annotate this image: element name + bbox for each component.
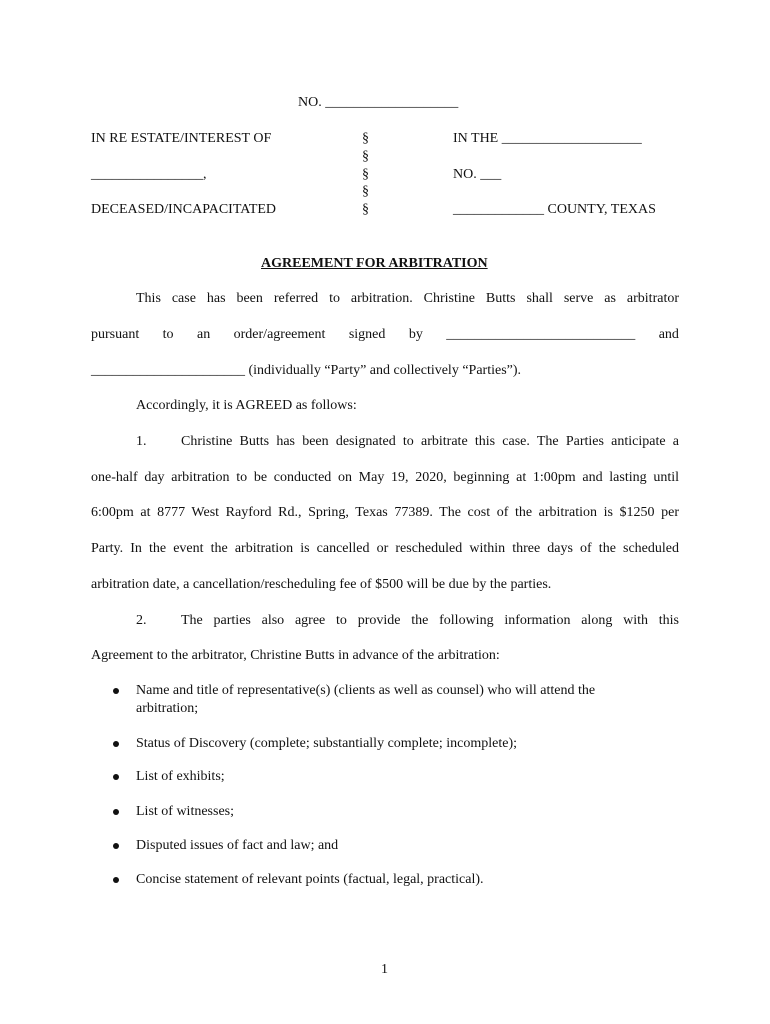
section-mark: § <box>362 149 369 164</box>
bullet-icon <box>113 877 119 883</box>
para2-line-2: Agreement to the arbitrator, Christine Butts in advance of the arbitration: <box>91 648 500 663</box>
list-item: Disputed issues of fact and law; and <box>136 838 339 853</box>
caption-left-line-1: IN RE ESTATE/INTEREST OF <box>91 131 272 146</box>
para1-line-4: Party. In the event the arbitration is cancelled or rescheduled within three days of the scheduled <box>91 541 679 556</box>
caption-right-line-1: IN THE ____________________ <box>453 131 642 146</box>
intro-word: to <box>162 327 174 342</box>
bullet-icon <box>113 688 119 694</box>
list-item: Concise statement of relevant points (factual, legal, practical). <box>136 872 484 887</box>
para1-line-2: one-half day arbitration to be conducted on May 19, 2020, beginning at 1:00pm and lasting until <box>91 470 679 485</box>
intro-word: signed <box>348 327 386 342</box>
caption-left-line-2: ________________, <box>91 167 207 182</box>
intro-word: order/agreement <box>233 327 326 342</box>
document-title: AGREEMENT FOR ARBITRATION <box>261 256 488 271</box>
intro-line-3: ______________________ (individually “Party” and collectively “Parties”). <box>91 363 522 378</box>
para2-number: 2. <box>136 613 147 628</box>
list-item: List of witnesses; <box>136 804 234 819</box>
section-mark: § <box>362 131 369 146</box>
page-number: 1 <box>381 962 388 977</box>
para2-line-1: The parties also agree to provide the following information along with this <box>181 613 679 628</box>
list-item: Status of Discovery (complete; substantially complete; incomplete); <box>136 736 518 751</box>
cause-number: NO. ___________________ <box>298 95 459 110</box>
intro-line-1: This case has been referred to arbitration. Christine Butts shall serve as arbitrator <box>136 291 679 306</box>
list-item: Name and title of representative(s) (clients as well as counsel) who will attend the arbitration; <box>136 683 596 716</box>
intro-word: pursuant <box>91 327 140 342</box>
intro-word: by <box>408 327 423 342</box>
bullet-icon <box>113 843 119 849</box>
section-mark: § <box>362 184 369 199</box>
bullet-icon <box>113 774 119 780</box>
bullet-icon <box>113 741 119 747</box>
intro-blank: ___________________________ <box>446 327 636 342</box>
section-mark: § <box>362 202 369 217</box>
list-item: List of exhibits; <box>136 769 225 784</box>
caption-left-line-3: DECEASED/INCAPACITATED <box>91 202 277 217</box>
para1-line-1: Christine Butts has been designated to arbitrate this case. The Parties anticipate a <box>181 434 679 449</box>
para1-number: 1. <box>136 434 147 449</box>
agreed-line: Accordingly, it is AGREED as follows: <box>136 398 357 413</box>
intro-word: an <box>196 327 211 342</box>
intro-word: and <box>658 327 679 342</box>
bullet-icon <box>113 809 119 815</box>
para1-line-5: arbitration date, a cancellation/rescheduling fee of $500 will be due by the parties. <box>91 577 552 592</box>
section-mark: § <box>362 167 369 182</box>
caption-right-line-3: _____________ COUNTY, TEXAS <box>453 202 656 217</box>
caption-right-line-2: NO. ___ <box>453 167 502 182</box>
para1-line-3: 6:00pm at 8777 West Rayford Rd., Spring, Texas 77389. The cost of the arbitration is $1250 per <box>91 505 679 520</box>
intro-line-2 <box>91 327 679 343</box>
